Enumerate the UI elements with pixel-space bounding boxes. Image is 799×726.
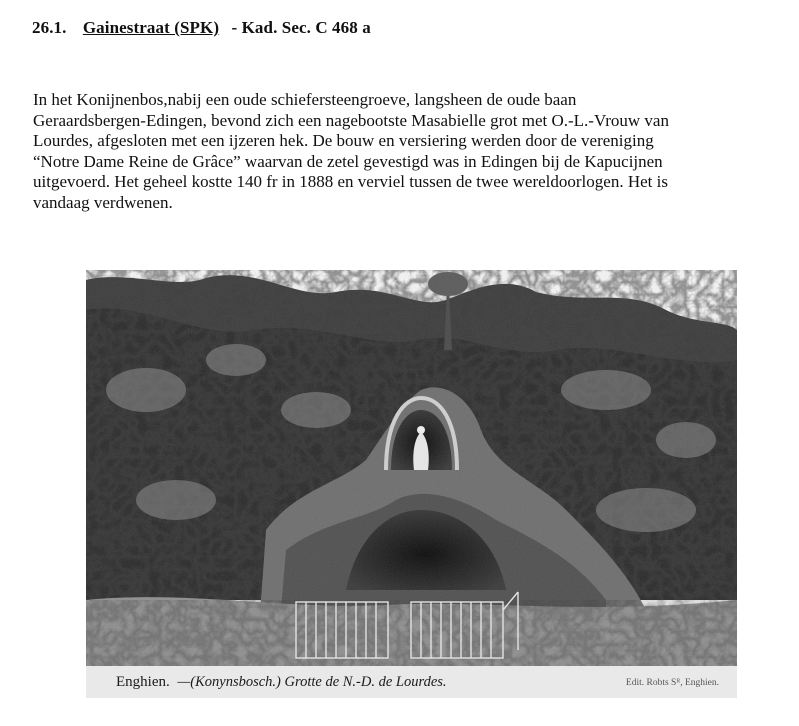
description-paragraph — [33, 90, 778, 213]
caption-title: —(Konynsbosch.) Grotte de N.-D. de Lourdes. — [177, 674, 447, 690]
caption-place: Enghien. — [116, 674, 170, 690]
section-heading — [32, 18, 371, 38]
section-number: 26.1. — [32, 18, 67, 37]
paragraph-line: “Notre Dame Reine de Grâce” waarvan de zetel gevestigd was in Edingen bij de Kapucijnen — [33, 151, 663, 171]
postcard-editor: Edit. Robts Sᴿ, Enghien. — [625, 678, 719, 688]
street-name: Gainestraat (SPK) — [82, 18, 220, 37]
postcard-photo — [86, 270, 737, 698]
paragraph-line: Lourdes, afgesloten met een ijzeren hek. De bouw en versiering werden door de vereniging — [33, 131, 654, 150]
paragraph-line: In het Konijnenbos,nabij een oude schiefersteengroeve, langsheen de oude baan — [33, 90, 577, 109]
postcard-caption — [116, 674, 447, 691]
paragraph-line: uitgevoerd. Het geheel kostte 140 fr in 1888 en verviel tussen de twee wereldoorlogen. Het is — [33, 172, 668, 191]
cadastre-reference: - Kad. Sec. C 468 a — [231, 18, 371, 37]
paragraph-line: Geraardsbergen-Edingen, bevond zich een nagebootste Masabielle grot met O.-L.-Vrouw van — [33, 110, 669, 130]
paragraph-line: vandaag verdwenen. — [33, 192, 173, 212]
grotto-photograph — [86, 270, 737, 698]
